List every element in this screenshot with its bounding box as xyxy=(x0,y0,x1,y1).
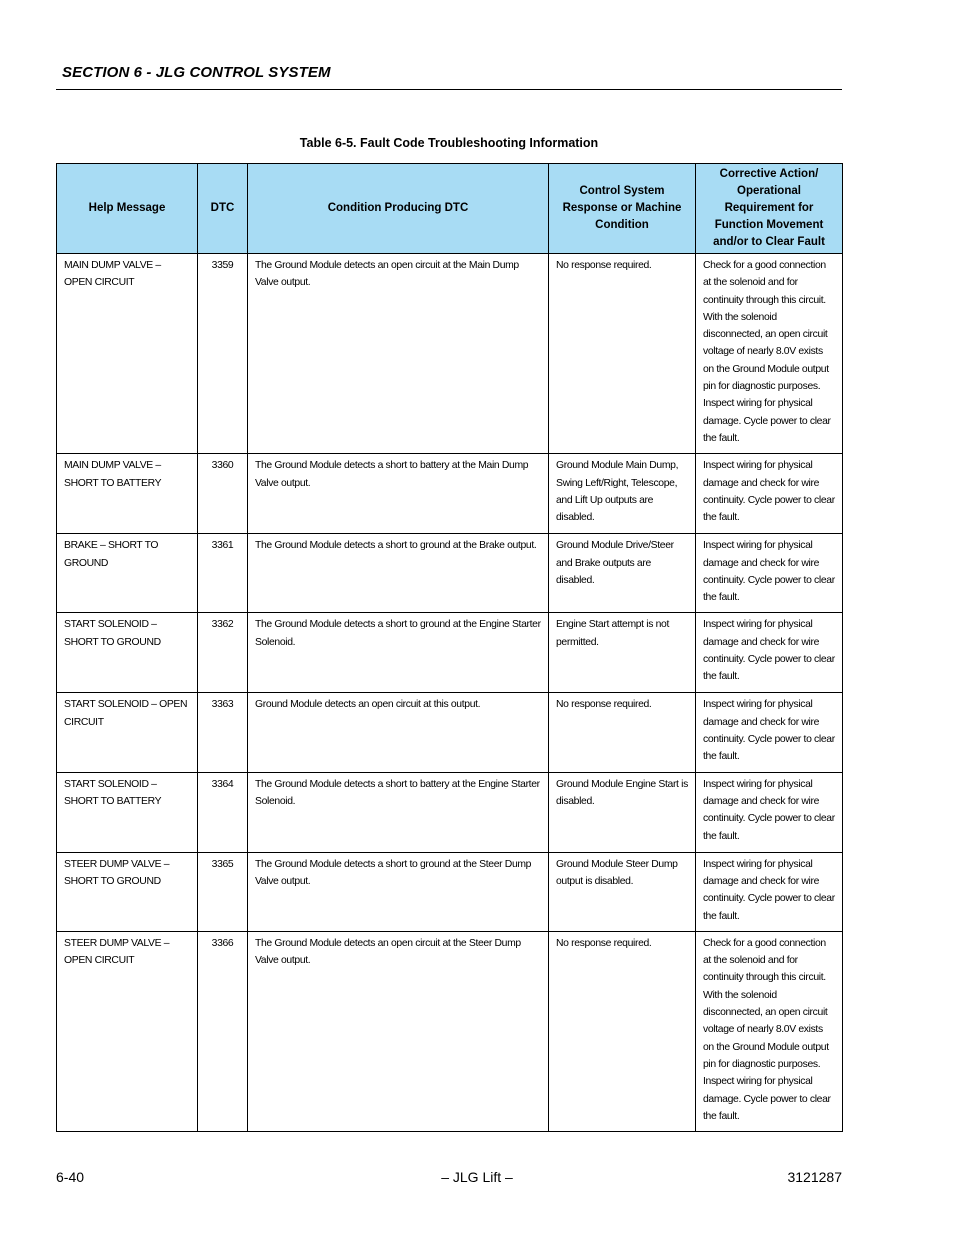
table-header-row xyxy=(57,164,843,254)
footer-brand: – JLG Lift – xyxy=(441,1169,513,1185)
help-message-cell: BRAKE – SHORT TO GROUND xyxy=(57,534,198,613)
response-cell: Ground Module Engine Start is disabled. xyxy=(549,772,696,852)
fault-code-table xyxy=(56,163,843,1132)
table-title: Table 6-5. Fault Code Troubleshooting Information xyxy=(299,136,599,150)
dtc-cell: 3362 xyxy=(198,613,248,693)
table-row xyxy=(57,852,843,931)
table-row xyxy=(57,693,843,772)
response-cell: No response required. xyxy=(549,693,696,772)
table-row xyxy=(57,931,843,1131)
help-message-cell: STEER DUMP VALVE – OPEN CIRCUIT xyxy=(57,931,198,1131)
header-condition: Condition Producing DTC xyxy=(248,164,549,254)
dtc-cell: 3360 xyxy=(198,454,248,534)
help-message-cell: MAIN DUMP VALVE – OPEN CIRCUIT xyxy=(57,254,198,454)
document-number: 3121287 xyxy=(787,1169,842,1185)
header-corrective-action: Corrective Action/ Operational Requirement for Function Movement and/or to Clear Fault xyxy=(696,164,843,254)
dtc-cell: 3365 xyxy=(198,852,248,931)
action-cell: Inspect wiring for physical damage and check for wire continuity. Cycle power to clear the fault. xyxy=(696,693,843,772)
help-message-cell: MAIN DUMP VALVE – SHORT TO BATTERY xyxy=(57,454,198,534)
header-response: Control System Response or Machine Condition xyxy=(549,164,696,254)
action-cell: Inspect wiring for physical damage and check for wire continuity. Cycle power to clear the fault. xyxy=(696,534,843,613)
dtc-cell: 3366 xyxy=(198,931,248,1131)
response-cell: Ground Module Main Dump, Swing Left/Right, Telescope, and Lift Up outputs are disabled. xyxy=(549,454,696,534)
dtc-cell: 3363 xyxy=(198,693,248,772)
table-row xyxy=(57,534,843,613)
section-title: SECTION 6 - JLG CONTROL SYSTEM xyxy=(62,64,331,81)
table-row xyxy=(57,772,843,852)
help-message-cell: STEER DUMP VALVE – SHORT TO GROUND xyxy=(57,852,198,931)
action-cell: Check for a good connection at the solenoid and for continuity through this circuit. With the solenoid disconnected, an open circuit voltage of nearly 8.0V exists on the Ground Module output pin for diagnostic purposes. Inspect wiring for physical damage. Cycle power to clear the fault. xyxy=(696,931,843,1131)
action-cell: Check for a good connection at the solenoid and for continuity through this circuit. With the solenoid disconnected, an open circuit voltage of nearly 8.0V exists on the Ground Module output pin for diagnostic purposes. Inspect wiring for physical damage. Cycle power to clear the fault. xyxy=(696,254,843,454)
dtc-cell: 3359 xyxy=(198,254,248,454)
dtc-cell: 3361 xyxy=(198,534,248,613)
response-cell: Ground Module Drive/Steer and Brake outputs are disabled. xyxy=(549,534,696,613)
table-row xyxy=(57,454,843,534)
condition-cell: The Ground Module detects a short to ground at the Engine Starter Solenoid. xyxy=(248,613,549,693)
condition-cell: The Ground Module detects an open circuit at the Main Dump Valve output. xyxy=(248,254,549,454)
action-cell: Inspect wiring for physical damage and check for wire continuity. Cycle power to clear the fault. xyxy=(696,613,843,693)
help-message-cell: START SOLENOID – OPEN CIRCUIT xyxy=(57,693,198,772)
condition-cell: The Ground Module detects a short to ground at the Steer Dump Valve output. xyxy=(248,852,549,931)
action-cell: Inspect wiring for physical damage and check for wire continuity. Cycle power to clear the fault. xyxy=(696,772,843,852)
table-row xyxy=(57,254,843,454)
header-help-message: Help Message xyxy=(57,164,198,254)
action-cell: Inspect wiring for physical damage and check for wire continuity. Cycle power to clear the fault. xyxy=(696,454,843,534)
condition-cell: The Ground Module detects a short to battery at the Main Dump Valve output. xyxy=(248,454,549,534)
response-cell: Engine Start attempt is not permitted. xyxy=(549,613,696,693)
condition-cell: The Ground Module detects a short to battery at the Engine Starter Solenoid. xyxy=(248,772,549,852)
condition-cell: The Ground Module detects a short to ground at the Brake output. xyxy=(248,534,549,613)
page-number: 6-40 xyxy=(56,1169,85,1185)
response-cell: Ground Module Steer Dump output is disabled. xyxy=(549,852,696,931)
header-dtc: DTC xyxy=(198,164,248,254)
condition-cell: The Ground Module detects an open circuit at the Steer Dump Valve output. xyxy=(248,931,549,1131)
table-row xyxy=(57,613,843,693)
header-divider xyxy=(56,89,842,90)
response-cell: No response required. xyxy=(549,254,696,454)
help-message-cell: START SOLENOID – SHORT TO GROUND xyxy=(57,613,198,693)
condition-cell: Ground Module detects an open circuit at this output. xyxy=(248,693,549,772)
response-cell: No response required. xyxy=(549,931,696,1131)
help-message-cell: START SOLENOID – SHORT TO BATTERY xyxy=(57,772,198,852)
action-cell: Inspect wiring for physical damage and check for wire continuity. Cycle power to clear the fault. xyxy=(696,852,843,931)
dtc-cell: 3364 xyxy=(198,772,248,852)
